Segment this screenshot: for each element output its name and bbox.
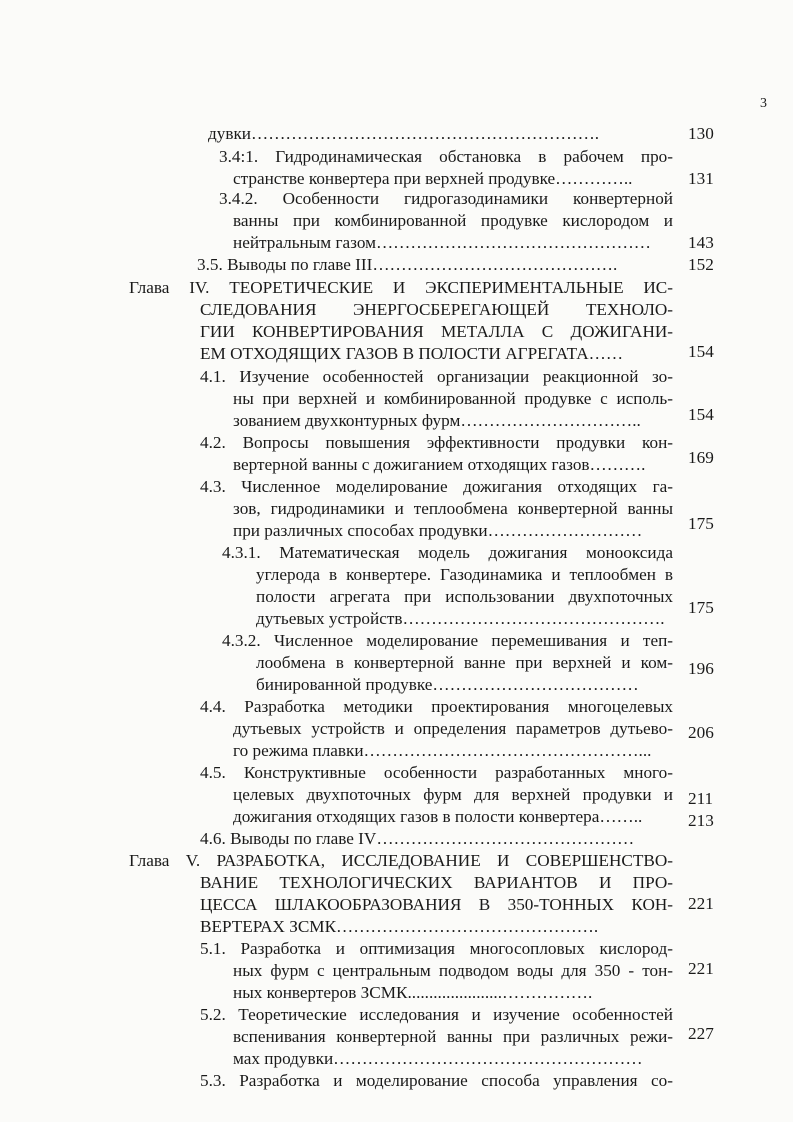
- toc-line: Глава V. РАЗРАБОТКА, ИССЛЕДОВАНИЕ И СОВЕРШЕНСТВО-: [129, 851, 673, 870]
- toc-line: 5.1. Разработка и оптимизация многосопловых кислород-: [200, 939, 673, 958]
- toc-line: вспенивания конвертерной ванны при различных режи-: [233, 1027, 673, 1046]
- toc-line: 4.5. Конструктивные особенности разработанных много-: [200, 763, 673, 782]
- toc-page-number: 143: [688, 233, 714, 252]
- toc-page-number: 130: [688, 124, 714, 143]
- toc-line: дутьевых устройств……………………………………….: [256, 609, 665, 628]
- toc-line: ванны при комбинированной продувке кислородом и: [233, 211, 673, 230]
- toc-line: ГИИ КОНВЕРТИРОВАНИЯ МЕТАЛЛА С ДОЖИГАНИ-: [200, 322, 673, 341]
- toc-line: СЛЕДОВАНИЯ ЭНЕРГОСБЕРЕГАЮЩЕЙ ТЕХНОЛО-: [200, 300, 673, 319]
- toc-line: дутьевых устройств и определения параметров дутьево-: [233, 719, 673, 738]
- toc-line: при различных способах продувки………………………: [233, 521, 643, 540]
- toc-line: дожигания отходящих газов в полости конвертера……..: [233, 807, 643, 826]
- toc-page-number: 227: [688, 1024, 714, 1043]
- toc-page-number: 175: [688, 598, 714, 617]
- toc-line: странстве конвертера при верхней продувке…………..: [233, 169, 633, 188]
- toc-line: 3.4:1. Гидродинамическая обстановка в рабочем про-: [219, 147, 673, 166]
- toc-line: зованием двухконтурных фурм…………………………..: [233, 411, 641, 430]
- page-number: 3: [760, 96, 767, 111]
- toc-page-number: 211: [688, 789, 714, 808]
- toc-line: ЕМ ОТХОДЯЩИХ ГАЗОВ В ПОЛОСТИ АГРЕГАТА……: [200, 344, 624, 363]
- toc-page-number: 154: [688, 342, 714, 361]
- toc-line: целевых двухпоточных фурм для верхней продувки и: [233, 785, 673, 804]
- toc-line: лообмена в конвертерной ванне при верхней и ком-: [256, 653, 673, 672]
- toc-line: 4.3. Численное моделирование дожигания отходящих га-: [200, 477, 673, 496]
- toc-line: 4.3.2. Численное моделирование перемешивания и теп-: [222, 631, 673, 650]
- toc-line: 4.6. Выводы по главе IV………………………………………: [200, 829, 635, 848]
- toc-line: 5.2. Теоретические исследования и изучение особенностей: [200, 1005, 673, 1024]
- toc-line: ЦЕССА ШЛАКООБРАЗОВАНИЯ В 350-ТОННЫХ КОН-: [200, 895, 673, 914]
- toc-line: ВАНИЕ ТЕХНОЛОГИЧЕСКИХ ВАРИАНТОВ И ПРО-: [200, 873, 673, 892]
- toc-line: 4.3.1. Математическая модель дожигания монооксида: [222, 543, 673, 562]
- toc-line: го режима плавки…………………………………………...: [233, 741, 652, 760]
- toc-line: 4.1. Изучение особенностей организации реакционной зо-: [200, 367, 673, 386]
- toc-line: ных конвертеров ЗСМК......................…………….: [233, 983, 593, 1002]
- toc-line: дувки…………………………………………………….: [208, 124, 600, 143]
- toc-line: ВЕРТЕРАХ ЗСМК……………………………………….: [200, 917, 599, 936]
- toc-page-number: 206: [688, 723, 714, 742]
- toc-page-number: 221: [688, 894, 714, 913]
- toc-page-number: 175: [688, 514, 714, 533]
- toc-line: 4.4. Разработка методики проектирования многоцелевых: [200, 697, 673, 716]
- toc-page-number: 154: [688, 405, 714, 424]
- toc-line: нейтральным газом…………………………………………: [233, 233, 651, 252]
- toc-line: 4.2. Вопросы повышения эффективности продувки кон-: [200, 433, 673, 452]
- toc-line: Глава IV. ТЕОРЕТИЧЕСКИЕ И ЭКСПЕРИМЕНТАЛЬНЫЕ ИС-: [129, 278, 673, 297]
- toc-line: мах продувки………………………………………………: [233, 1049, 643, 1068]
- toc-page-number: 221: [688, 959, 714, 978]
- toc-page-number: 152: [688, 255, 714, 274]
- toc-line: зов, гидродинамики и теплообмена конвертерной ванны: [233, 499, 673, 518]
- toc-line: вертерной ванны с дожиганием отходящих газов……….: [233, 455, 646, 474]
- toc-page-number: 131: [688, 169, 714, 188]
- toc-line: ных фурм с центральным подводом воды для 350 - тон-: [233, 961, 673, 980]
- toc-line: углерода в конвертере. Газодинамика и теплообмен в: [256, 565, 673, 584]
- toc-line: ны при верхней и комбинированной продувке с исполь-: [233, 389, 673, 408]
- toc-page-number: 169: [688, 448, 714, 467]
- toc-page-number: 213: [688, 811, 714, 830]
- toc-page-number: 196: [688, 659, 714, 678]
- toc-line: полости агрегата при использовании двухпоточных: [256, 587, 673, 606]
- toc-line: 5.3. Разработка и моделирование способа управления со-: [200, 1071, 673, 1090]
- toc-line: 3.5. Выводы по главе III…………………………………….: [197, 255, 618, 274]
- toc-line: бинированной продувке………………………………: [256, 675, 639, 694]
- toc-line: 3.4.2. Особенности гидрогазодинамики конвертерной: [219, 189, 673, 208]
